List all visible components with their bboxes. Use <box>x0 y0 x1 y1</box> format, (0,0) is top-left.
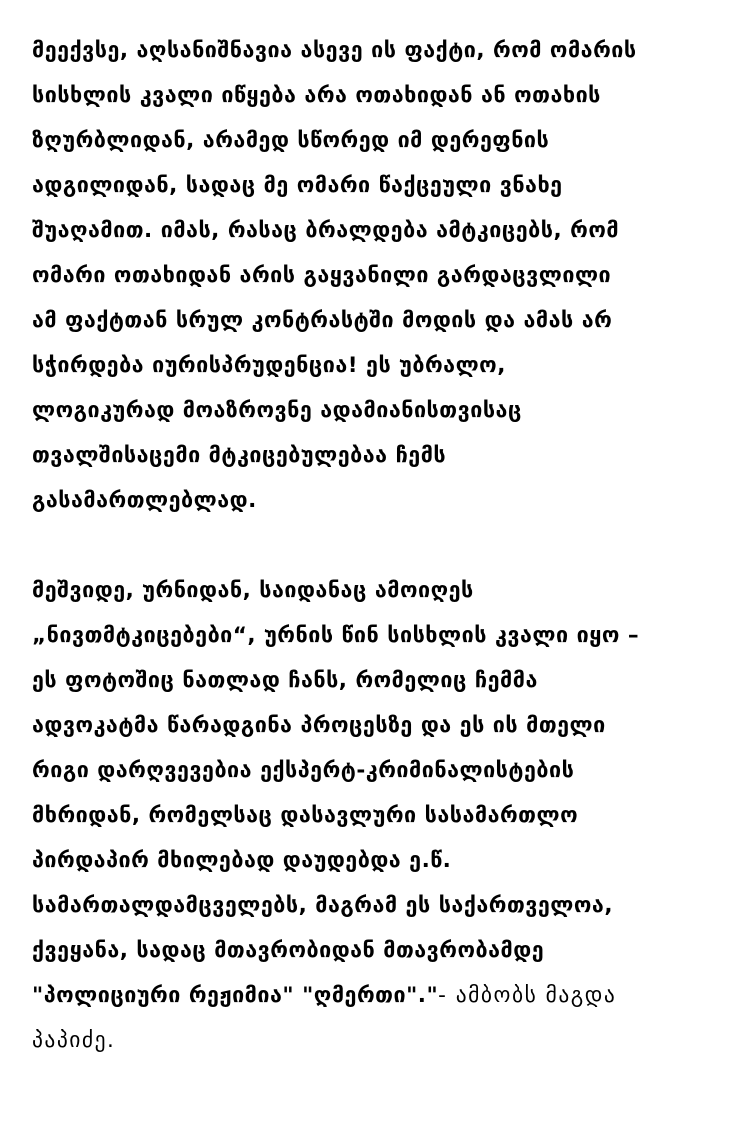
text-line: ლოგიკურად მოაზროვნე ადამიანისთვისაც <box>32 398 522 423</box>
text-line: მეექვსე, აღსანიშნავია ასევე ის ფაქტი, რომ ომარის <box>32 38 637 63</box>
text-line: თვალშისაცემი მტკიცებულებაა ჩემს <box>32 443 447 468</box>
text-line: სისხლის კვალი იწყება არა ოთახიდან ან ოთახის <box>32 83 601 108</box>
paragraph-1 <box>32 28 733 523</box>
text-line: ადვოკატმა წარადგინა პროცესზე და ეს ის მთელი <box>32 713 606 738</box>
quote-line <box>32 973 733 1018</box>
text-line: ომარი ოთახიდან არის გაყვანილი გარდაცვლილი <box>32 263 612 288</box>
text-line: რიგი დარღვევებია ექსპერტ-კრიმინალისტების <box>32 758 575 783</box>
text-line: მეშვიდე, ურნიდან, საიდანაც ამოიღეს <box>32 578 474 603</box>
text-line: მხრიდან, რომელსაც დასავლური სასამართლო <box>32 803 579 828</box>
text-line: სამართალდამცველებს, მაგრამ ეს საქართველოა, <box>32 893 613 918</box>
text-line: ზღურბლიდან, არამედ სწორედ იმ დერეფნის <box>32 128 550 153</box>
text-line: ადგილიდან, სადაც მე ომარი წაქცეული ვნახე <box>32 173 563 198</box>
text-line: შუაღამით. იმას, რასაც ბრალდება ამტკიცებს, რომ <box>32 218 620 243</box>
text-line: ქვეყანა, სადაც მთავრობიდან მთავრობამდე <box>32 938 545 963</box>
text-line: ამ ფაქტთან სრულ კონტრასტში მოდის და ამას არ <box>32 308 613 333</box>
text-line: ეს ფოტოშიც ნათლად ჩანს, რომელიც ჩემმა <box>32 668 538 693</box>
text-line: სჭირდება იურისპრუდენცია! ეს უბრალო, <box>32 353 506 378</box>
text-line: „ნივთმტკიცებები“, ურნის წინ სისხლის კვალი იყო – <box>32 623 640 648</box>
quote-text: "პოლიციური რეჟიმია" "ღმერთი"." <box>32 983 439 1008</box>
paragraph-2 <box>32 568 733 1063</box>
text-line: პირდაპირ მხილებად დაუდებდა ე.წ. <box>32 848 452 873</box>
paragraph-spacer <box>32 523 733 568</box>
attribution-name: პაპიძე. <box>32 1028 116 1053</box>
attribution-text: - ამბობს მაგდა <box>438 983 617 1008</box>
text-line: გასამართლებლად. <box>32 488 257 513</box>
